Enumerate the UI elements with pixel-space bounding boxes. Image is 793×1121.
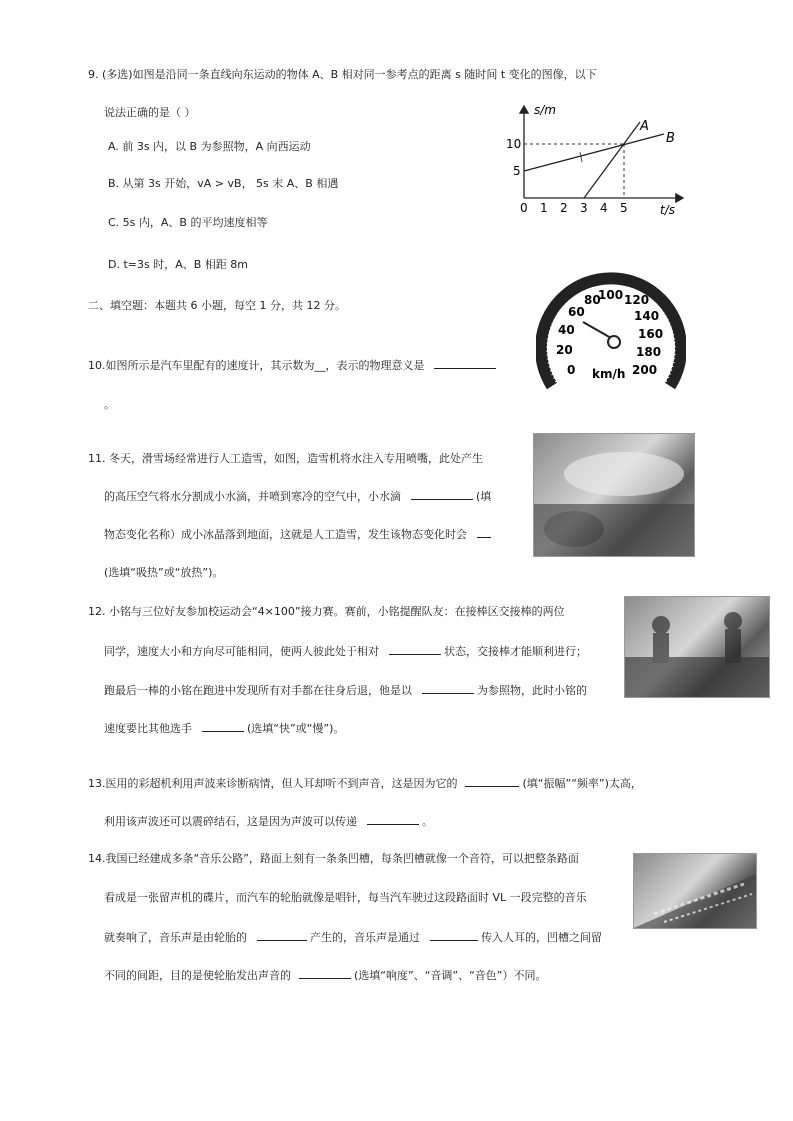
- q9-option-a[interactable]: A. 前 3s 内，以 B 为参照物，A 向西运动: [108, 140, 311, 153]
- speed-label-140: 140: [634, 309, 660, 323]
- q12-blank-speed[interactable]: [202, 721, 244, 732]
- label-b: B: [666, 131, 675, 146]
- speed-label-180: 180: [636, 345, 662, 359]
- q14-blank-characteristic[interactable]: [299, 968, 351, 979]
- q12-blank-relative-state[interactable]: [389, 644, 441, 655]
- q11-line4: (选填“吸热”或“放热”)。: [104, 566, 224, 579]
- q9-option-c[interactable]: C. 5s 内，A、B 的平均速度相等: [108, 216, 268, 229]
- x-tick-3: 3: [580, 201, 588, 215]
- speedometer: [536, 266, 686, 392]
- music-road-photo: [633, 853, 757, 929]
- q14-line3-tail: 传入人耳的，凹槽之间留: [481, 931, 602, 944]
- speed-label-200: 200: [632, 363, 658, 377]
- q12-line4-text: 速度要比其他选手: [104, 722, 192, 735]
- speed-label-100: 100: [598, 288, 624, 302]
- q9-stem-line1: 9. (多选)如图是沿同一条直线向东运动的物体 A、B 相对同一参考点的距离 s 随时间 t 变化的图像，以下: [88, 68, 597, 81]
- x-tick-0: 0: [520, 201, 528, 215]
- x-axis-label: t/s: [660, 203, 675, 217]
- speed-label-20: 20: [556, 343, 573, 357]
- q12-line4-tail: (选填“快”或“慢”)。: [247, 722, 345, 735]
- q11-blank-heat[interactable]: [477, 527, 491, 538]
- line-b: [524, 134, 664, 171]
- q12-line3-tail: 为参照物，此时小铭的: [477, 684, 587, 697]
- speed-unit: km/h: [592, 367, 626, 381]
- q11-line2-text: 的高压空气将水分割成小水滴，并喷到寒冷的空气中，小水滴: [104, 490, 401, 503]
- q9-stem-line2: 说法正确的是（ ）: [104, 106, 196, 119]
- q12-blank-reference[interactable]: [422, 683, 474, 694]
- q13-line2: [104, 814, 433, 829]
- q13-line1-tail: (填“振幅”“频率”)太高，: [522, 777, 642, 790]
- q11-line1: 11. 冬天，滑雪场经常进行人工造雪，如图，造雪机将水注入专用喷嘴，此处产生: [88, 452, 483, 465]
- q14-line4-tail: (选填“响度”、“音调”、“音色”）不同。: [354, 969, 547, 982]
- q14-blank-source[interactable]: [257, 930, 307, 941]
- q13-blank-property[interactable]: [465, 776, 519, 787]
- q10-line1: [88, 358, 496, 373]
- q12-line2: [104, 644, 587, 659]
- q13-line1-text: 13.医用的彩超机利用声波来诊断病情，但人耳却听不到声音，这是因为它的: [88, 777, 458, 790]
- q13-line2-tail: 。: [422, 815, 433, 828]
- q14-blank-medium[interactable]: [430, 930, 478, 941]
- q14-line3-mid: 产生的，音乐声是通过: [310, 931, 420, 944]
- q14-line3: [104, 930, 602, 945]
- q11-line2-tail: (填: [476, 490, 492, 503]
- x-tick-4: 4: [600, 201, 608, 215]
- q12-line3: [104, 683, 587, 698]
- speed-label-160: 160: [638, 327, 664, 341]
- relay-photo: [624, 596, 770, 698]
- q12-line4: [104, 721, 344, 736]
- label-a: A: [640, 119, 649, 134]
- q12-line1: 12. 小铭与三位好友参加校运动会“4×100”接力赛。赛前，小铭提醒队友：在接棒区交接棒的两位: [88, 605, 565, 618]
- q14-line4-text: 不同的间距，目的是使轮胎发出声音的: [104, 969, 291, 982]
- needle-hub: [608, 336, 620, 348]
- speedometer-needle: [583, 322, 611, 338]
- q13-blank-transfer[interactable]: [367, 814, 419, 825]
- q14-line4: [104, 968, 546, 983]
- tick-mark: [580, 152, 582, 162]
- q11-line3: [104, 527, 491, 542]
- q12-line2-text: 同学，速度大小和方向尽可能相同，使两人彼此处于相对: [104, 645, 379, 658]
- x-tick-5: 5: [620, 201, 628, 215]
- speed-label-60: 60: [568, 305, 585, 319]
- y-tick-5: 5: [513, 164, 521, 178]
- q9-option-b[interactable]: B. 从第 3s 开始，vA > vB， 5s 末 A、B 相遇: [108, 177, 339, 190]
- q13-line2-text: 利用该声波还可以震碎结石，这是因为声波可以传递: [104, 815, 357, 828]
- speed-label-40: 40: [558, 323, 575, 337]
- x-tick-2: 2: [560, 201, 568, 215]
- speed-label-120: 120: [624, 293, 650, 307]
- q10-blank-meaning[interactable]: [434, 358, 496, 369]
- st-graph: [498, 100, 698, 220]
- q12-line2-tail: 状态，交接棒才能顺利进行；: [444, 645, 587, 658]
- q12-line3-text: 跑最后一棒的小铭在跑进中发现所有对手都在往身后退，他是以: [104, 684, 412, 697]
- line-a: [584, 122, 640, 198]
- q10-line2: 。: [104, 398, 115, 411]
- y-axis-label: s/m: [534, 103, 556, 117]
- q14-line1: 14.我国已经建成多条“音乐公路”，路面上刻有一条条凹槽，每条凹槽就像一个音符，可以把整条路面: [88, 852, 579, 865]
- q9-option-d[interactable]: D. t=3s 时，A、B 相距 8m: [108, 258, 248, 271]
- q14-line2: 看成是一张留声机的碟片，而汽车的轮胎就像是唱针，每当汽车驶过这段路面时 VL 一段完整的音乐: [104, 891, 587, 904]
- snowmaking-photo: [533, 433, 695, 557]
- speed-label-80: 80: [584, 293, 601, 307]
- section-2-heading: 二、填空题：本题共 6 小题，每空 1 分，共 12 分。: [88, 299, 346, 312]
- q11-line3-text: 物态变化名称）成小冰晶落到地面，这就是人工造雪，发生该物态变化时会: [104, 528, 467, 541]
- y-tick-10: 10: [506, 137, 522, 151]
- q10-text: 10.如图所示是汽车里配有的速度计，其示数为__，表示的物理意义是: [88, 359, 425, 372]
- q11-line2: [104, 489, 491, 504]
- speed-label-0: 0: [567, 363, 576, 377]
- x-tick-1: 1: [540, 201, 548, 215]
- q14-line3-text: 就奏响了，音乐声是由轮胎的: [104, 931, 247, 944]
- q11-blank-state-change[interactable]: [411, 489, 473, 500]
- q13-line1: [88, 776, 642, 791]
